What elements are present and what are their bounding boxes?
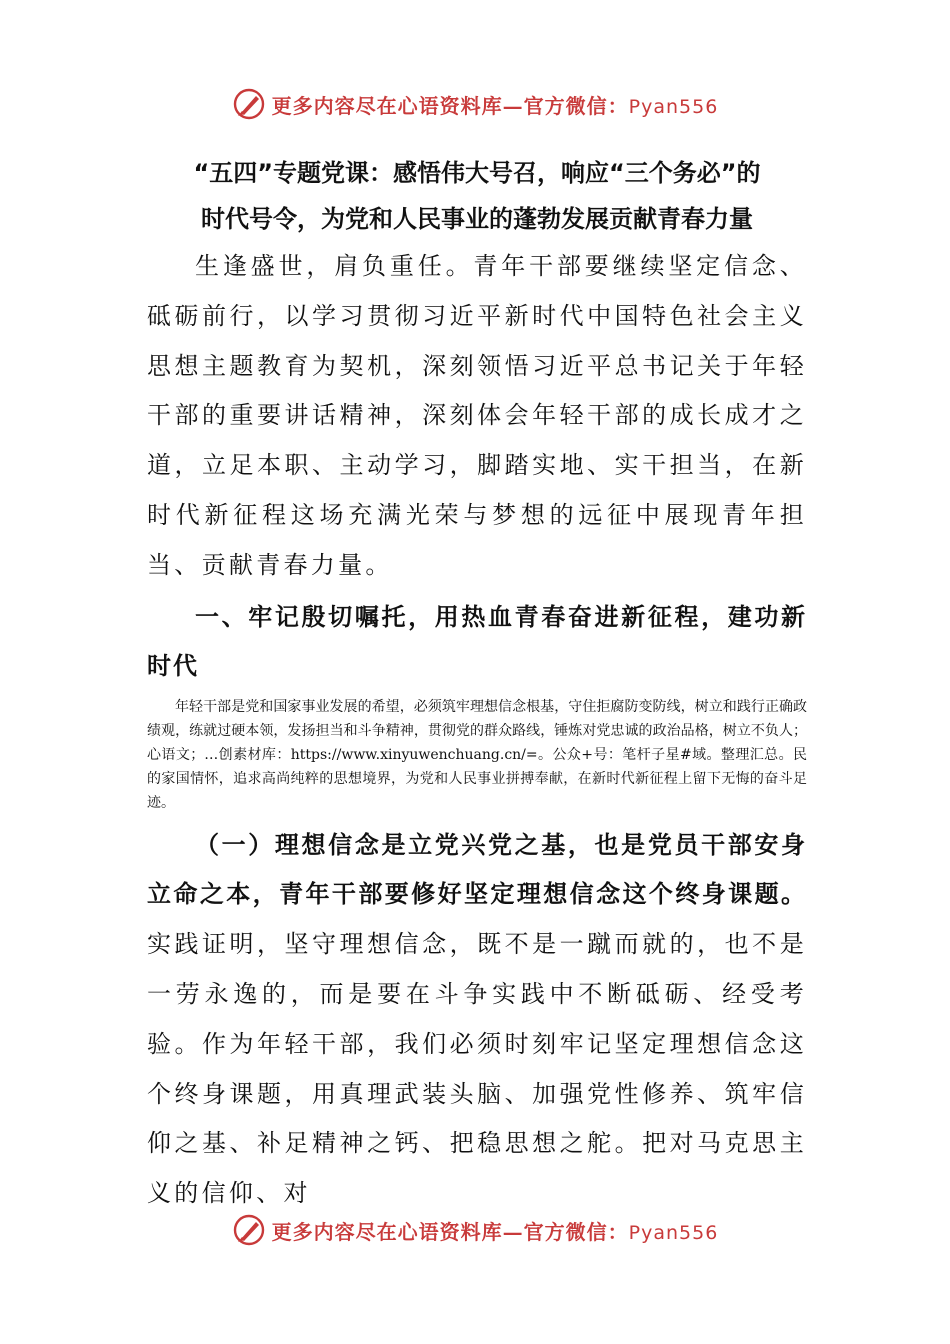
watermark-text: 更多内容尽在心语资料库—官方微信：Pyan556 (271, 93, 719, 118)
pen-in-circle-icon (232, 87, 266, 121)
small-print-paragraph: 年轻干部是党和国家事业发展的希望，必须筑牢理想信念根基，守住拒腐防变防线，树立和践行正确政绩观，练就过硬本领，发扬担当和斗争精神，贯彻党的群众路线，锤炼对党忠诚的政治品格，树立不负人；心语文；…创素材库：https://www.xinyuwenchuang.cn/=。公众+号：笔杆子星#域。整理汇总。民的家国情怀，追求高尚纯粹的思想境界，为党和人民事业拼搏奉献，在新时代新征程上留下无悔的奋斗足迹。 (147, 698, 808, 811)
watermark-text: 更多内容尽在心语资料库—官方微信：Pyan556 (271, 1219, 719, 1244)
watermark-banner-bottom (0, 1208, 950, 1252)
watermark-banner-top (0, 82, 950, 126)
subsection-1-body: 实践证明，坚守理想信念，既不是一蹴而就的，也不是一劳永逸的，而是要在斗争实践中不断砥砺、经受考验。作为年轻干部，我们必须时刻牢记坚定理想信念这个终身课题，用真理武装头脑、加强党性修养、筑牢信仰之基、补足精神之钙、把稳思想之舵。把对马克思主义的信仰、对 (147, 930, 807, 1208)
document-title-line1: “五四”专题党课：感悟伟大号召，响应“三个务必”的 (193, 159, 761, 187)
pen-in-circle-icon (232, 1213, 266, 1247)
intro-paragraph: 生逢盛世，肩负重任。青年干部要继续坚定信念、砥砺前行，以学习贯彻习近平新时代中国特色社会主义思想主题教育为契机，深刻领悟习近平总书记关于年轻干部的重要讲话精神，深刻体会年轻干部的成长成才之道，立足本职、主动学习，脚踏实地、实干担当，在新时代新征程这场充满光荣与梦想的远征中展现青年担当、贡献青春力量。 (147, 252, 807, 579)
subsection-1-heading: （一）理想信念是立党兴党之基，也是党员干部安身立命之本，青年干部要修好坚定理想信念这个终身课题。 (147, 830, 807, 909)
document-title-line2: 时代号令，为党和人民事业的蓬勃发展贡献青春力量 (201, 205, 753, 233)
document-body (147, 150, 807, 1219)
section-heading-1: 一、牢记殷切嘱托，用热血青春奋进新征程，建功新时代 (147, 602, 807, 680)
subsection-1-paragraph (147, 821, 807, 1219)
